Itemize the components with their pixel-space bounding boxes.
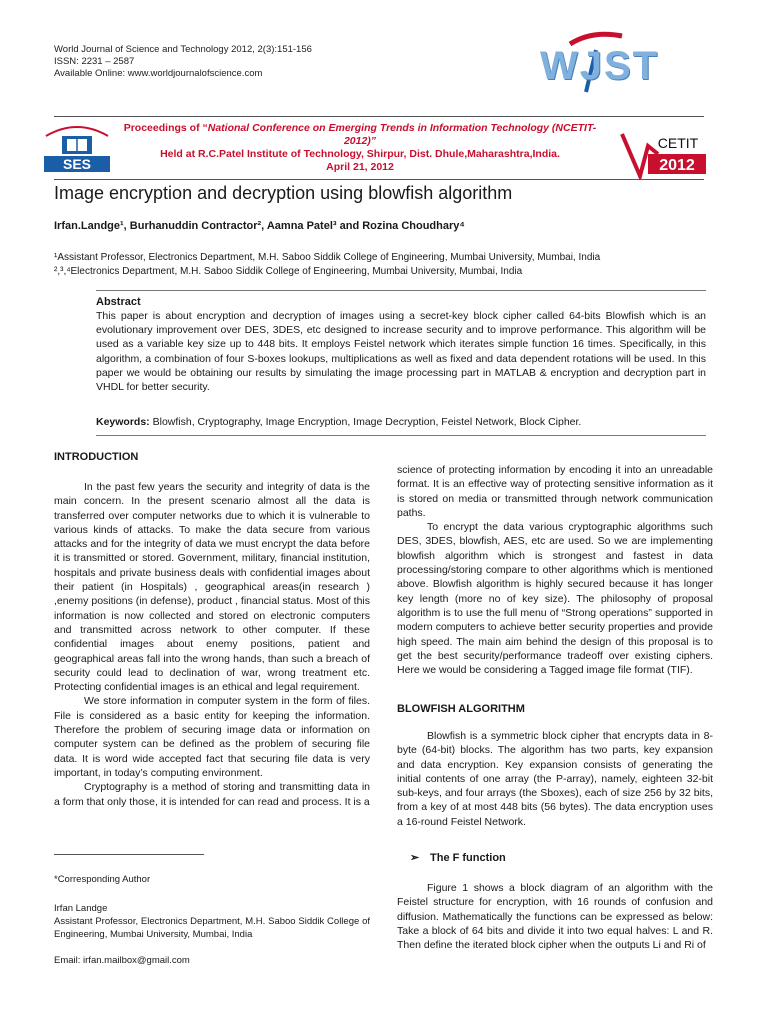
journal-info (54, 44, 312, 80)
affiliation-2: ²,³,⁴Electronics Department, M.H. Saboo Siddik College of Engineering, Mumbai University, Mumbai, India (54, 266, 523, 277)
paper-authors: Irfan.Landge¹, Burhanuddin Contractor², Aamna Patel³ and Rozina Choudhary⁴ (54, 220, 465, 232)
journal-citation: World Journal of Science and Technology 2012, 2(3):151-156 (54, 44, 312, 55)
affiliation-1: ¹Assistant Professor, Electronics Department, M.H. Saboo Siddik College of Engineering, Mumbai University, Mumbai, India (54, 252, 601, 263)
right-column-blowfish (397, 729, 713, 829)
section-heading-introduction: INTRODUCTION (54, 451, 139, 463)
title-divider (54, 179, 704, 180)
right-paragraph-2: To encrypt the data various cryptographic algorithms such DES, 3DES, blowfish, AES, etc are used. So we are implementing blowfish algorithm which is strongest and fastest in data processing/storing compare to other algorithms which is mentioned above. Blowfish algorithm is highly secured because it has longer key length (more no of key size). The philosophy of proposal algorithm is to use the full menu of “Strong operations” supported in modern computers to achieve better security properties and provide high speed. The main aim behind the design of this proposal is to get the best security/performance tradeoff over existing ciphers. Here we would be considering a Tagged image file format (TIF). (397, 521, 713, 677)
header-divider (54, 116, 704, 117)
abstract-body: This paper is about encryption and decryption of images using a secret-key block cipher called 64-bits Blowfish which is an evolutionary improvement over DES, 3DES, etc designed to increase security and to improve performance. This algorithm will be used as a variable key size up to 448 bits. It employs Feistel network which iterates simple function 16 times. Specifically, in this algorithm, a combination of four S-boxes lookups, multiplications as well as fixed and data dependent rotations will be used. In this paper we would be obtaining our results by simulating the image processing part in MATLAB & encryption and decryption part in VHDL for better security. (96, 310, 706, 394)
wjst-logo-text: WJST (540, 44, 660, 88)
ses-emblem-icon (40, 120, 114, 174)
left-column (54, 480, 370, 809)
keywords-list: Blowfish, Cryptography, Image Encryption, Image Decryption, Feistel Network, Block Cipher. (152, 416, 582, 428)
right-column-ffunction (397, 881, 713, 952)
abstract-heading: Abstract (96, 296, 141, 308)
footnote-divider (54, 854, 204, 855)
ses-logo-text: SES (62, 156, 92, 172)
cetit-logo-text: CETIT (657, 135, 699, 151)
right-column-top (397, 463, 713, 677)
proceedings-conference: National Conference on Emerging Trends in Information Technology (NCETIT-2012)” (207, 122, 597, 147)
cetit-logo (618, 124, 708, 180)
keywords (96, 416, 581, 428)
intro-paragraph-2: We store information in computer system in the form of files. File is considered as a basic entity for keeping the information. Therefore the problem of securing image data or information on computer system can be defined as the problem of securing file data. It is word wide accepted fact that securing file data is very important, in today’s computing environment. (54, 695, 370, 779)
intro-paragraph-1: In the past few years the security and integrity of data is the main concern. In the present scenario almost all the data is transferred over computer networks due to which it is vulnerable to various kinds of attacks. To make the data secure from various attacks and for the integrity of data we must encrypt the data before it is transmitted or stored. Government, military, financial institution, hospitals and private business deals with confidential images about their patient (in Hospitals) , geographical areas(in research ) ,enemy positions (in defense), product , financial status. Most of this information is now collected and stored on electronic computers and transmitted across network to other computer. If these confidential images about enemy positions, patient and geographical areas fall into the wrong hands, than such a breach of security could lead to declination of war, wrong treatment etc. Protecting confidential images is an ethical and legal requirement. (54, 481, 370, 694)
section-heading-blowfish: BLOWFISH ALGORITHM (397, 703, 525, 715)
paper-title: Image encryption and decryption using blowfish algorithm (54, 183, 513, 203)
blowfish-paragraph: Blowfish is a symmetric block cipher that encrypts data in 8-byte (64-bit) blocks. The algorithm has two parts, key expansion and data encryption. Key expansion consists of generating the initial contents of one array (the P-array), namely, eighteen 32-bit sub-keys, and four arrays (the Sboxes), each of size 256 by 32 bits, from a key of at most 448 bits (56 bytes). The data encryption uses a 16-round Feistel Network. (397, 730, 713, 828)
footnote-name: Irfan Landge (54, 903, 108, 914)
keywords-label: Keywords: (96, 416, 150, 428)
subheading-text: The F function (430, 852, 506, 864)
footnote-position: Assistant Professor, Electronics Department, M.H. Saboo Siddik College of Engineering, Mumbai University, Mumbai, India (54, 916, 370, 940)
journal-issn: ISSN: 2231 – 2587 (54, 56, 135, 67)
footnote-corresponding: *Corresponding Author (54, 874, 151, 885)
paper-affiliations (54, 251, 600, 279)
proceedings-prefix: Proceedings of “ (123, 122, 208, 134)
proceedings-block (120, 122, 600, 174)
arrow-bullet-icon: ➢ (410, 852, 420, 864)
ses-logo (40, 120, 114, 174)
wjst-logo (530, 30, 680, 98)
cetit-emblem-icon (618, 124, 708, 180)
proceedings-venue: Held at R.C.Patel Institute of Technology, Shirpur, Dist. Dhule,Maharashtra,India. (160, 148, 560, 160)
proceedings-line1 (120, 122, 600, 148)
cetit-logo-year: 2012 (659, 157, 695, 174)
intro-paragraph-3: Cryptography is a method of storing and transmitting data in a form that only those, it is intended for can read and process. It is a (54, 781, 370, 808)
right-paragraph-1: science of protecting information by encoding it into an unreadable format. It is an effective way of protecting sensitive information as it is stored on media or transmitted through network communication paths. (397, 464, 713, 519)
ffunction-paragraph: Figure 1 shows a block diagram of an algorithm with the Feistel structure for encryption, with 16 rounds of confusion and diffusion. Mathematically the functions can be expressed as below: Take a block of 64 bits and divide it into two equal halves: L and R. Then define the iterated block cipher when the outputs Li and Ri of (397, 882, 713, 952)
proceedings-date: April 21, 2012 (326, 161, 394, 173)
journal-online: Available Online: www.worldjournalofscience.com (54, 68, 263, 79)
subheading-f-function (410, 851, 506, 864)
footnote-email: Email: irfan.mailbox@gmail.com (54, 955, 190, 966)
